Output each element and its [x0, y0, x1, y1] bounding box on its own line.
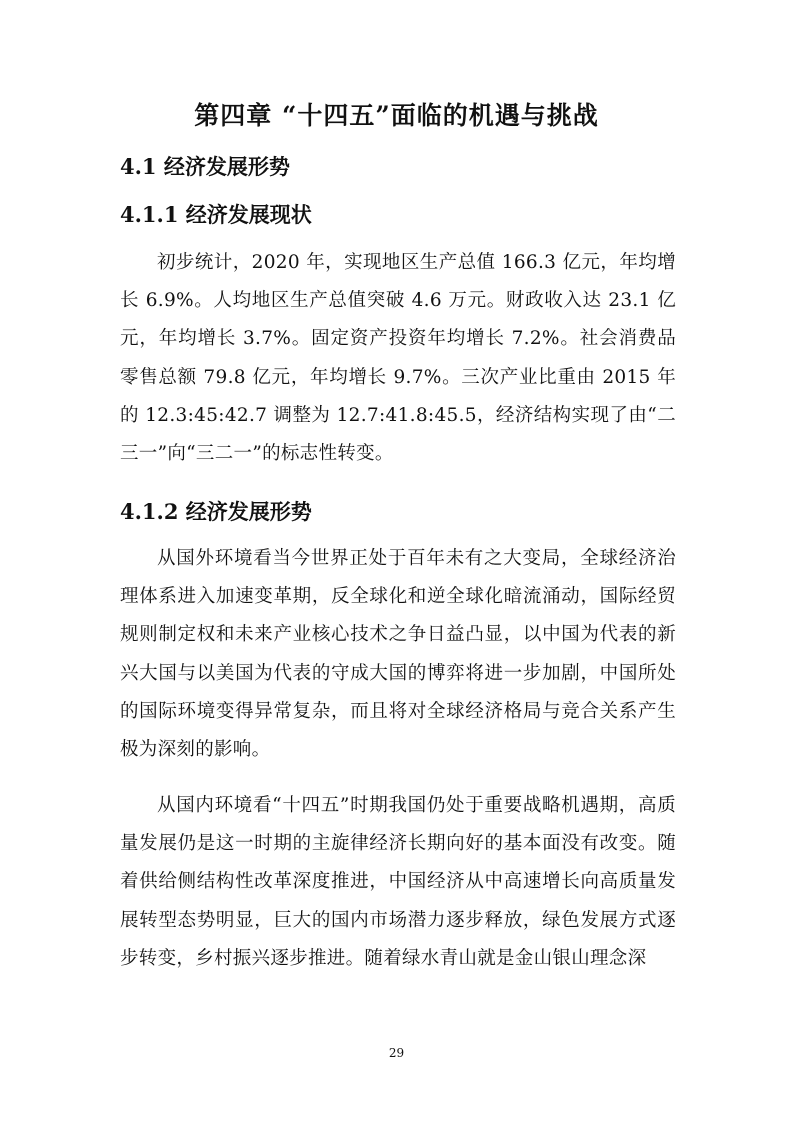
- page-number: 29: [388, 1046, 405, 1060]
- paragraph-domestic-environment: 从国内环境看“十四五”时期我国仍处于重要战略机遇期，高质量发展仍是这一时期的主旋律经济长期向好的基本面没有改变。随着供给侧结构性改革深度推进，中国经济从中高速增长向高质量发展转型态势明显，巨大的国内市场潜力逐步释放，绿色发展方式逐步转变，乡村振兴逐步推进。随着绿水青山就是金山银山理念深: [120, 795, 676, 969]
- paragraph-economic-status: 初步统计，2020 年，实现地区生产总值 166.3 亿元，年均增长 6.9%。人均地区生产总值突破 4.6 万元。财政收入达 23.1 亿元，年均增长 3.7%。固定资产投资年均增长 7.2%。社会消费品零售总额 79.8 亿元，年均增长 9.7%。三次产业比重由 2015 年的 12.3:45:42.7 调整为 12.7:41.8:45.5，经济结构实现了由“二三一”向“三二一”的标志性转变。: [120, 252, 676, 465]
- paragraph-international-environment: 从国外环境看当今世界正处于百年未有之大变局，全球经济治理体系进入加速变革期，反全球化和逆全球化暗流涌动，国际经贸规则制定权和未来产业核心技术之争日益凸显，以中国为代表的新兴大国与以美国为代表的守成大国的博弈将进一步加剧，中国所处的国际环境变得异常复杂，而且将对全球经济格局与竞合关系产生极为深刻的影响。: [120, 548, 676, 761]
- section-heading: 4.1 经济发展形势: [120, 154, 290, 179]
- subsection-heading-situation: 4.1.2 经济发展形势: [120, 499, 312, 524]
- subsection-heading-status: 4.1.1 经济发展现状: [120, 202, 312, 227]
- chapter-title: 第四章 “十四五”面临的机遇与挑战: [194, 101, 599, 130]
